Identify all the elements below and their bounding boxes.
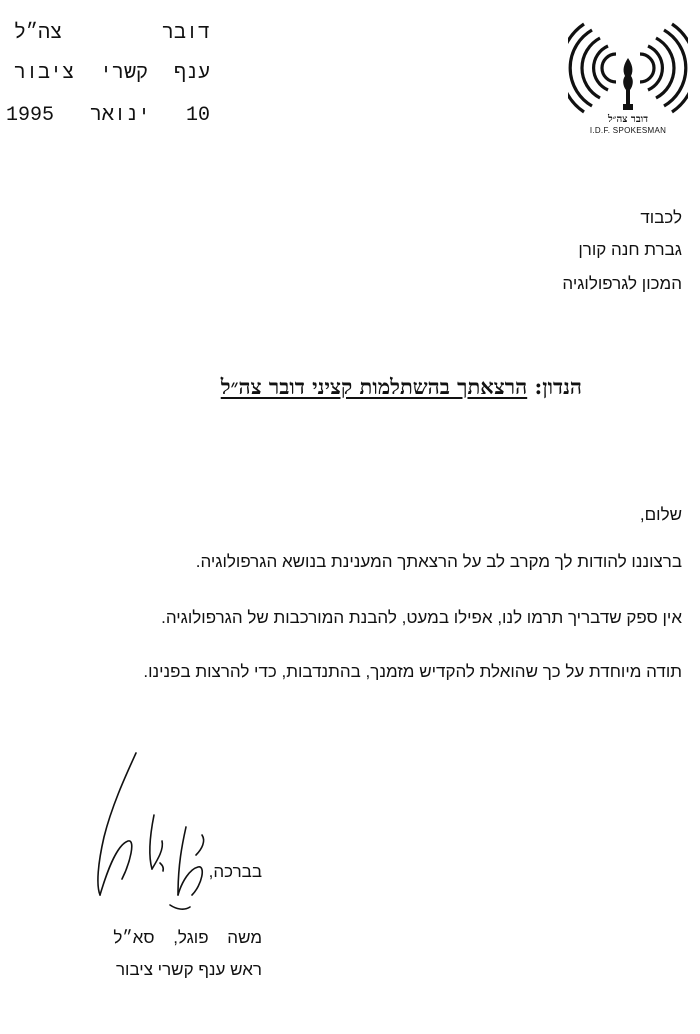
- logo-caption-english: I.D.F. SPOKESMAN: [589, 126, 667, 135]
- signature-scribble-icon: [66, 745, 226, 930]
- signatory-title: ראש ענף קשרי ציבור: [115, 960, 262, 979]
- idf-spokesman-logo: [568, 20, 688, 138]
- subject-text: הרצאתך בהשתלמות קציני דובר צה״ל: [220, 374, 528, 399]
- addressee-salutation: לכבוד: [640, 208, 682, 227]
- header-unit: דובר צה״ל: [14, 22, 210, 45]
- addressee-name: גברת חנה קורן: [578, 240, 682, 259]
- logo-caption-hebrew: דובר צה״ל: [607, 114, 649, 125]
- addressee-institution: המכון לגרפולוגיה: [562, 274, 682, 293]
- header-date: 10 ינואר 1995: [5, 104, 210, 127]
- paragraph-thanks: ברצוננו להודות לך מקרב לב על הרצאתך המענינת בנושא הגרפולוגיה.: [195, 552, 682, 571]
- paragraph-contribution: אין ספק שדבריך תרמו לנו, אפילו במעט, להבנת המורכבות של הגרפולוגיה.: [161, 608, 682, 627]
- header-branch: ענף קשרי ציבור: [14, 62, 210, 85]
- subject-label: הנדון:: [534, 374, 582, 399]
- paragraph-special-thanks: תודה מיוחדת על כך שהואלת להקדיש מזמנך, בהתנדבות, כדי להרצות בפנינו.: [143, 662, 682, 681]
- subject-line: [221, 374, 582, 400]
- signatory-name: משה פוגל, סא״ל: [113, 928, 262, 947]
- handwritten-signature: [66, 745, 226, 930]
- greeting: שלום,: [639, 505, 682, 524]
- closing-salutation: בברכה,: [208, 862, 262, 881]
